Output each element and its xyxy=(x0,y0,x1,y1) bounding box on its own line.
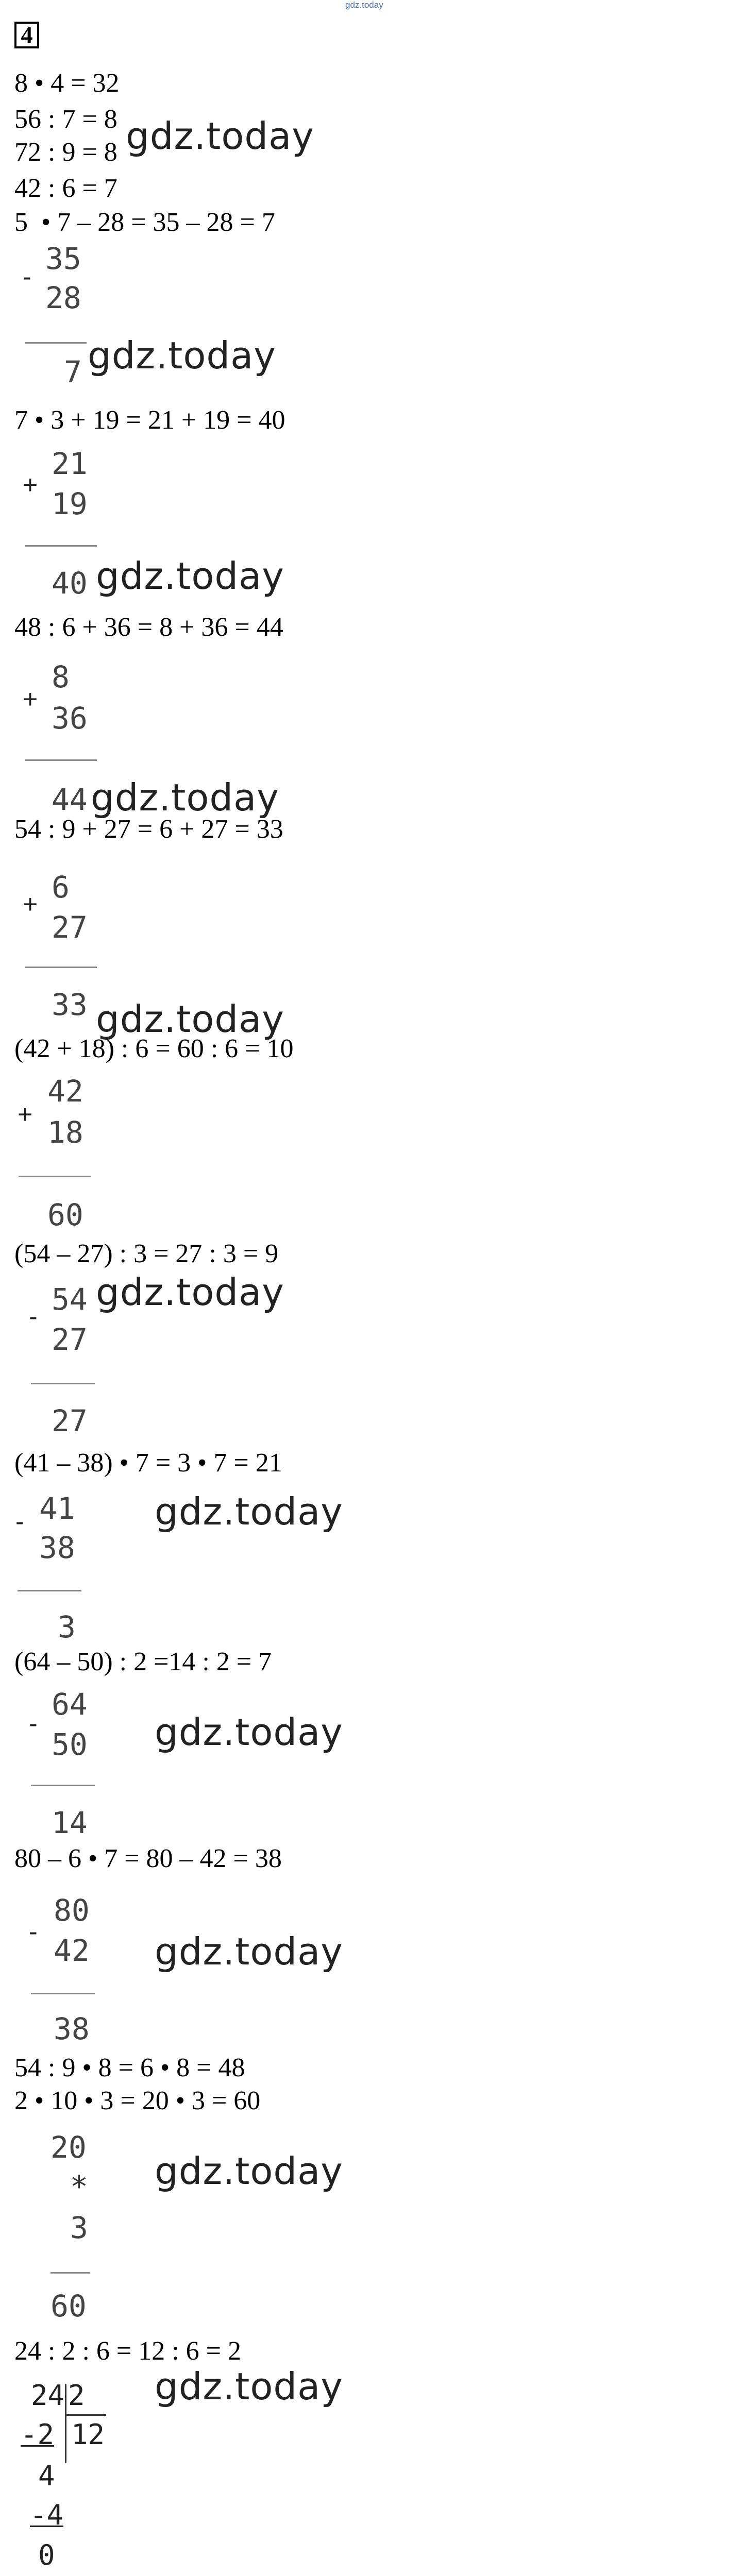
column-sign: * xyxy=(70,2169,88,2204)
column-sign: - xyxy=(29,1917,38,1946)
column-sign: + xyxy=(23,685,38,714)
column-top: 8 xyxy=(52,659,70,694)
column-result: 60 xyxy=(47,1197,83,1232)
column-line xyxy=(25,759,97,761)
watermark: gdz.today xyxy=(155,1930,343,1973)
watermark: gdz.today xyxy=(155,1710,343,1754)
equation: (42 + 18) : 6 = 60 : 6 = 10 xyxy=(14,1034,294,1063)
column-bottom: 28 xyxy=(45,280,81,315)
column-bottom: 27 xyxy=(52,910,88,945)
watermark: gdz.today xyxy=(155,2365,343,2408)
column-result: 27 xyxy=(52,1403,88,1438)
equation: 56 : 7 = 8 xyxy=(14,105,117,134)
column-sign: - xyxy=(15,1507,24,1536)
column-bottom: 50 xyxy=(52,1727,88,1762)
column-bottom: 19 xyxy=(52,486,88,521)
column-sign: - xyxy=(29,1302,38,1331)
column-top: 54 xyxy=(52,1282,88,1317)
column-line xyxy=(31,1785,95,1786)
column-bottom: 3 xyxy=(70,2210,88,2245)
column-line xyxy=(19,1176,91,1177)
column-top: 35 xyxy=(45,241,81,276)
task-number-box: 4 xyxy=(14,22,39,48)
column-top: 41 xyxy=(39,1491,75,1526)
column-result: 60 xyxy=(51,2289,87,2324)
column-line xyxy=(25,967,97,968)
column-sign: - xyxy=(23,262,31,291)
division-dividend: 24 xyxy=(31,2379,65,2412)
division-step1-sub: -2 xyxy=(21,2418,55,2451)
column-bottom: 36 xyxy=(52,701,88,736)
equation: 48 : 6 + 36 = 8 + 36 = 44 xyxy=(14,613,283,642)
column-line xyxy=(31,1383,95,1384)
column-result: 7 xyxy=(64,354,82,389)
watermark: gdz.today xyxy=(155,1490,343,1533)
equation: 24 : 2 : 6 = 12 : 6 = 2 xyxy=(14,2336,241,2366)
column-line xyxy=(25,545,97,547)
division-step2-sub: -4 xyxy=(30,2499,64,2531)
watermark: gdz.today xyxy=(96,554,284,598)
column-line xyxy=(25,342,87,344)
column-bottom: 42 xyxy=(54,1933,90,1968)
watermark: gdz.today xyxy=(88,334,276,377)
column-top: 80 xyxy=(54,1893,90,1928)
watermark: gdz.today xyxy=(91,776,279,819)
watermark: gdz.today xyxy=(96,997,284,1041)
column-sign: - xyxy=(29,1709,38,1738)
equation: 80 – 6 • 7 = 80 – 42 = 38 xyxy=(14,1844,282,1873)
column-sign: + xyxy=(23,470,38,499)
division-remainder: 0 xyxy=(38,2539,55,2571)
column-line xyxy=(18,1590,81,1591)
column-line xyxy=(51,2272,90,2274)
column-sign: + xyxy=(18,1100,33,1129)
column-result: 38 xyxy=(54,2011,90,2046)
division-quotient: 12 xyxy=(71,2418,105,2451)
column-result: 40 xyxy=(52,566,88,601)
column-top: 42 xyxy=(47,1074,83,1109)
equation: 5 • 7 – 28 = 35 – 28 = 7 xyxy=(14,208,275,237)
equation: 7 • 3 + 19 = 21 + 19 = 40 xyxy=(14,405,285,435)
equation: 42 : 6 = 7 xyxy=(14,174,117,203)
division-vertical-line xyxy=(65,2384,66,2463)
division-divisor: 2 xyxy=(68,2379,85,2412)
equation: (41 – 38) • 7 = 3 • 7 = 21 xyxy=(14,1448,282,1478)
column-bottom: 18 xyxy=(47,1115,83,1150)
column-bottom: 27 xyxy=(52,1322,88,1357)
column-top: 20 xyxy=(51,2130,87,2165)
division-step1-rem: 4 xyxy=(38,2460,55,2492)
column-result: 44 xyxy=(52,782,88,817)
column-top: 64 xyxy=(52,1687,88,1722)
column-top: 21 xyxy=(52,446,88,481)
watermark: gdz.today xyxy=(96,1270,284,1314)
equation: 8 • 4 = 32 xyxy=(14,69,120,98)
column-sign: + xyxy=(23,890,38,919)
equation: 72 : 9 = 8 xyxy=(14,138,117,167)
equation: 54 : 9 • 8 = 6 • 8 = 48 xyxy=(14,2053,245,2082)
division-horizontal-line xyxy=(65,2414,106,2416)
equation: (54 – 27) : 3 = 27 : 3 = 9 xyxy=(14,1239,279,1268)
column-bottom: 38 xyxy=(39,1530,75,1565)
watermark: gdz.today xyxy=(155,2149,343,2193)
column-result: 3 xyxy=(58,1609,76,1645)
column-result: 14 xyxy=(52,1805,88,1840)
equation: 2 • 10 • 3 = 20 • 3 = 60 xyxy=(14,2086,261,2115)
watermark: gdz.today xyxy=(126,114,314,158)
column-line xyxy=(31,1993,95,1994)
equation: 54 : 9 + 27 = 6 + 27 = 33 xyxy=(14,815,283,844)
site-header[interactable]: gdz.today xyxy=(345,0,383,10)
column-result: 33 xyxy=(52,987,88,1022)
column-top: 6 xyxy=(52,870,70,905)
equation: (64 – 50) : 2 =14 : 2 = 7 xyxy=(14,1647,272,1676)
